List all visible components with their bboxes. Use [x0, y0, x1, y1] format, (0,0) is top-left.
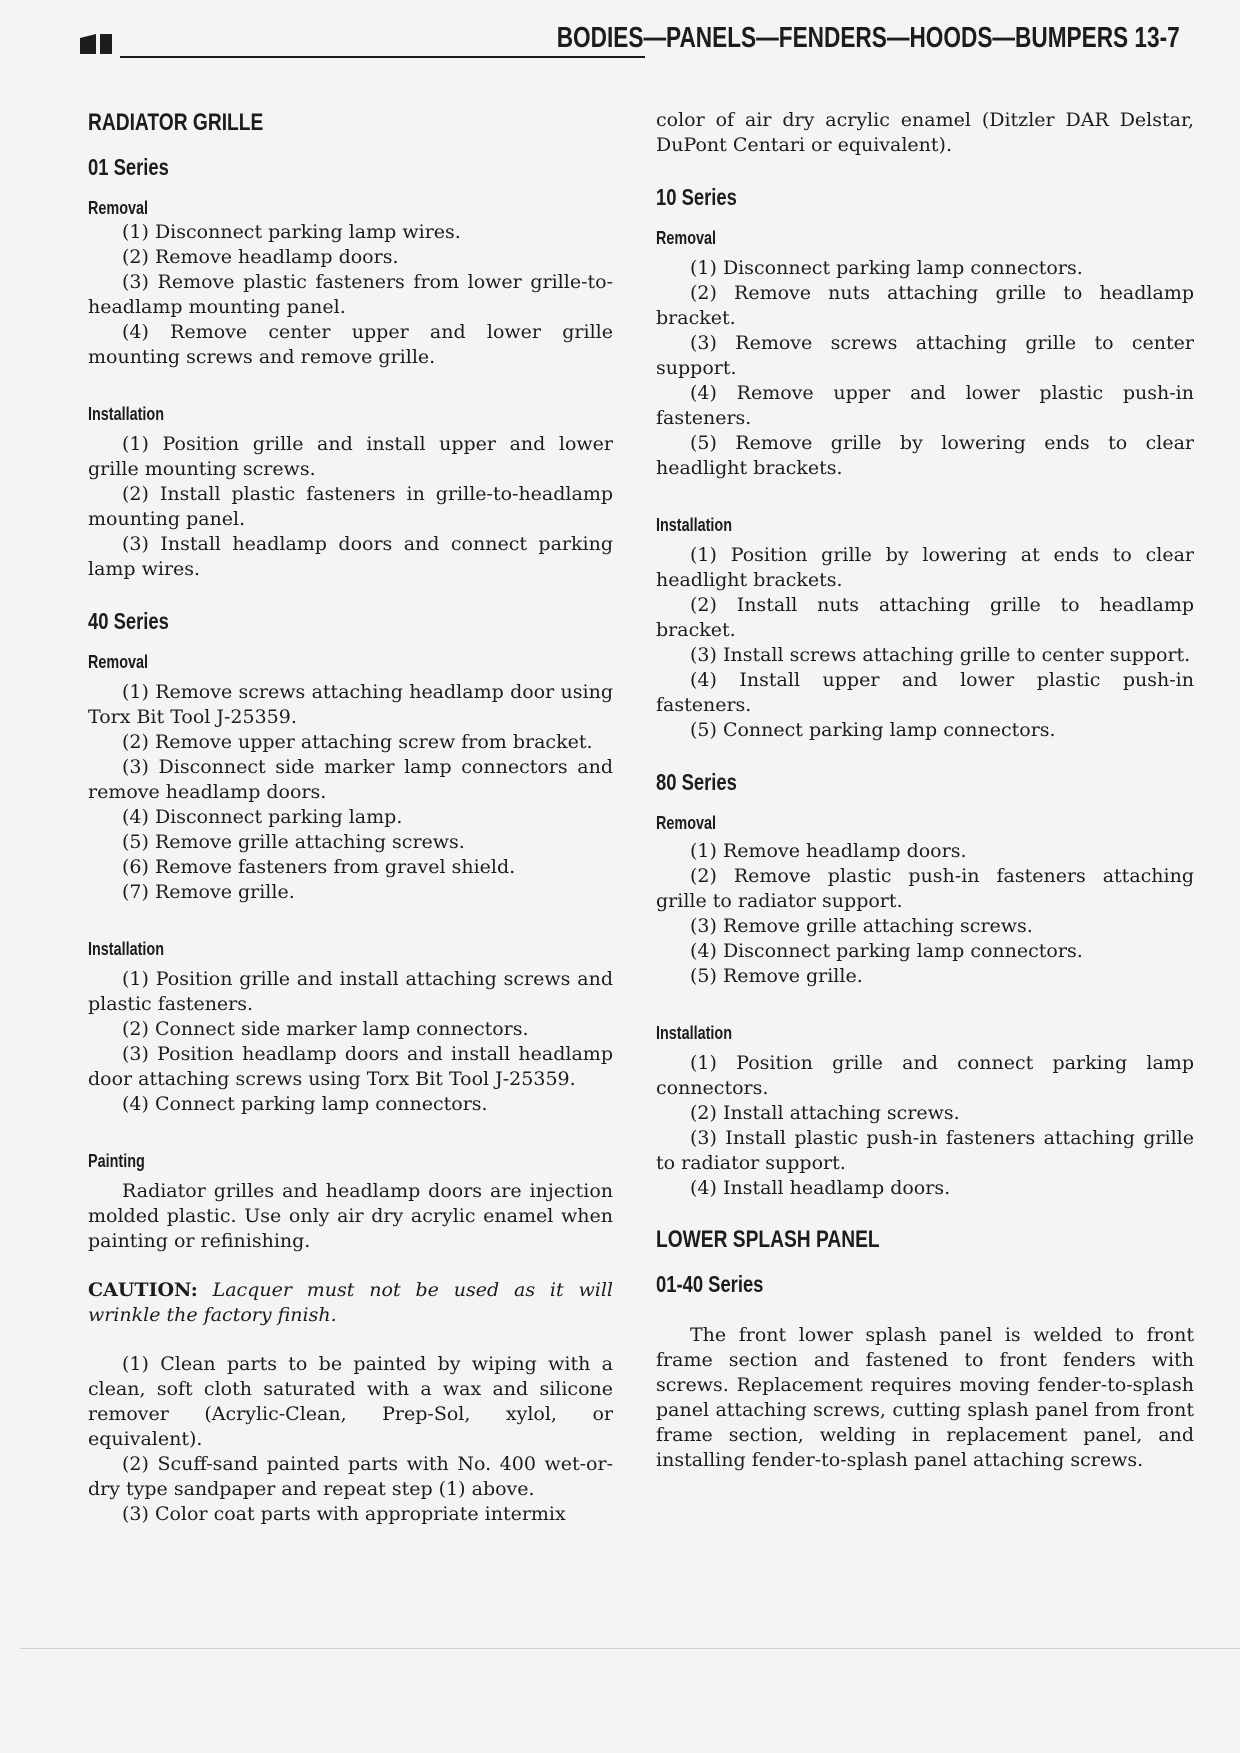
caution-label: CAUTION:	[88, 1279, 198, 1301]
procedure-heading-installation: Installation	[88, 939, 165, 959]
procedure-heading-installation: Installation	[88, 404, 165, 424]
subsection-heading-01-40-series: 01-40 Series	[656, 1271, 764, 1297]
right-column	[656, 108, 1194, 1473]
procedure-step: (4) Remove center upper and lower grille mounting screws and remove grille.	[88, 321, 613, 368]
procedure-step: (2) Connect side marker lamp connectors.	[122, 1018, 529, 1040]
caution-note	[88, 1278, 613, 1328]
procedure-step: (1) Position grille by lowering at ends to clear headlight brackets.	[656, 544, 1194, 591]
procedure-heading-removal: Removal	[88, 198, 149, 218]
section-heading-radiator-grille: RADIATOR GRILLE	[88, 109, 264, 136]
procedure-step: (1) Disconnect parking lamp wires.	[122, 221, 461, 243]
procedure-step: (1) Disconnect parking lamp connectors.	[690, 257, 1083, 279]
procedure-step: (5) Remove grille by lowering ends to clear headlight brackets.	[656, 432, 1194, 479]
subsection-heading-80-series: 80 Series	[656, 769, 737, 795]
procedure-step: (2) Remove nuts attaching grille to headlamp bracket.	[656, 282, 1194, 329]
procedure-step: (1) Remove headlamp doors.	[690, 840, 967, 862]
procedure-step: (4) Install upper and lower plastic push-in fasteners.	[656, 669, 1194, 716]
procedure-step: (4) Disconnect parking lamp.	[122, 806, 403, 828]
procedure-step: (2) Remove upper attaching screw from bracket.	[122, 731, 593, 753]
procedure-step: (1) Remove screws attaching headlamp door using Torx Bit Tool J-25359.	[88, 681, 613, 728]
procedure-step: (5) Remove grille.	[690, 965, 863, 987]
procedure-step: (1) Position grille and connect parking lamp connectors.	[656, 1052, 1194, 1099]
procedure-step: (2) Scuff-sand painted parts with No. 400 wet-or-dry type sandpaper and repeat step (1) above.	[88, 1453, 613, 1500]
procedure-step: (3) Install plastic push-in fasteners attaching grille to radiator support.	[656, 1127, 1194, 1174]
procedure-step: (4) Disconnect parking lamp connectors.	[690, 940, 1083, 962]
section-marker-icon	[80, 34, 114, 54]
header-rule	[120, 56, 645, 58]
procedure-heading-removal: Removal	[656, 228, 717, 248]
procedure-step: (3) Remove plastic fasteners from lower grille-to-headlamp mounting panel.	[88, 271, 613, 318]
procedure-heading-installation: Installation	[656, 515, 733, 535]
procedure-step: (4) Remove upper and lower plastic push-in fasteners.	[656, 382, 1194, 429]
procedure-heading-painting: Painting	[88, 1151, 145, 1171]
procedure-step: (3) Install screws attaching grille to center support.	[690, 644, 1191, 666]
page-title: BODIES—PANELS—FENDERS—HOODS—BUMPERS 13-7	[557, 22, 1180, 54]
procedure-step: (6) Remove fasteners from gravel shield.	[122, 856, 516, 878]
procedure-step: (2) Remove headlamp doors.	[122, 246, 399, 268]
procedure-step: (3) Disconnect side marker lamp connectors and remove headlamp doors.	[88, 756, 613, 803]
procedure-step: (2) Remove plastic push-in fasteners attaching grille to radiator support.	[656, 865, 1194, 912]
left-column	[88, 108, 613, 1527]
procedure-step: (1) Clean parts to be painted by wiping with a clean, soft cloth saturated with a wax and silicone remover (Acrylic-Clean, Prep-Sol, xylol, or equivalent).	[88, 1353, 613, 1450]
procedure-step: (3) Color coat parts with appropriate intermix	[122, 1503, 566, 1525]
subsection-heading-01-series: 01 Series	[88, 154, 169, 180]
procedure-step: (1) Position grille and install attaching screws and plastic fasteners.	[88, 968, 613, 1015]
procedure-step: (4) Install headlamp doors.	[690, 1177, 951, 1199]
procedure-heading-installation: Installation	[656, 1023, 733, 1043]
procedure-step: (2) Install plastic fasteners in grille-to-headlamp mounting panel.	[88, 483, 613, 530]
caution-text: Lacquer must not be used as it will wrinkle the factory finish.	[88, 1279, 613, 1326]
splash-panel-body: The front lower splash panel is welded to front frame section and fastened to front fenders with screws. Replacement requires moving fender-to-splash panel attaching screws, cutting splash panel from front frame section, welding in replacement panel, and installing fender-to-splash panel attaching screws.	[656, 1324, 1194, 1471]
procedure-heading-removal: Removal	[88, 652, 149, 672]
procedure-step: (2) Install nuts attaching grille to headlamp bracket.	[656, 594, 1194, 641]
subsection-heading-40-series: 40 Series	[88, 608, 169, 634]
procedure-step: (2) Install attaching screws.	[690, 1102, 960, 1124]
subsection-heading-10-series: 10 Series	[656, 184, 737, 210]
procedure-step: (3) Remove screws attaching grille to center support.	[656, 332, 1194, 379]
procedure-step: (3) Remove grille attaching screws.	[690, 915, 1033, 937]
procedure-step: (1) Position grille and install upper and lower grille mounting screws.	[88, 433, 613, 480]
painting-intro: Radiator grilles and headlamp doors are injection molded plastic. Use only air dry acrylic enamel when painting or refinishing.	[88, 1180, 613, 1252]
section-heading-lower-splash-panel: LOWER SPLASH PANEL	[656, 1226, 880, 1253]
procedure-step: (4) Connect parking lamp connectors.	[122, 1093, 488, 1115]
page-bottom-edge	[20, 1648, 1240, 1649]
procedure-step: (5) Connect parking lamp connectors.	[690, 719, 1056, 741]
procedure-step: (3) Install headlamp doors and connect parking lamp wires.	[88, 533, 613, 580]
procedure-heading-removal: Removal	[656, 813, 717, 833]
page-header	[80, 20, 1180, 60]
procedure-step: (5) Remove grille attaching screws.	[122, 831, 465, 853]
painting-continued: color of air dry acrylic enamel (Ditzler DAR Delstar, DuPont Centari or equivalent).	[656, 109, 1194, 156]
procedure-step: (7) Remove grille.	[122, 881, 295, 903]
procedure-step: (3) Position headlamp doors and install headlamp door attaching screws using Torx Bit Tool J-25359.	[88, 1043, 613, 1090]
